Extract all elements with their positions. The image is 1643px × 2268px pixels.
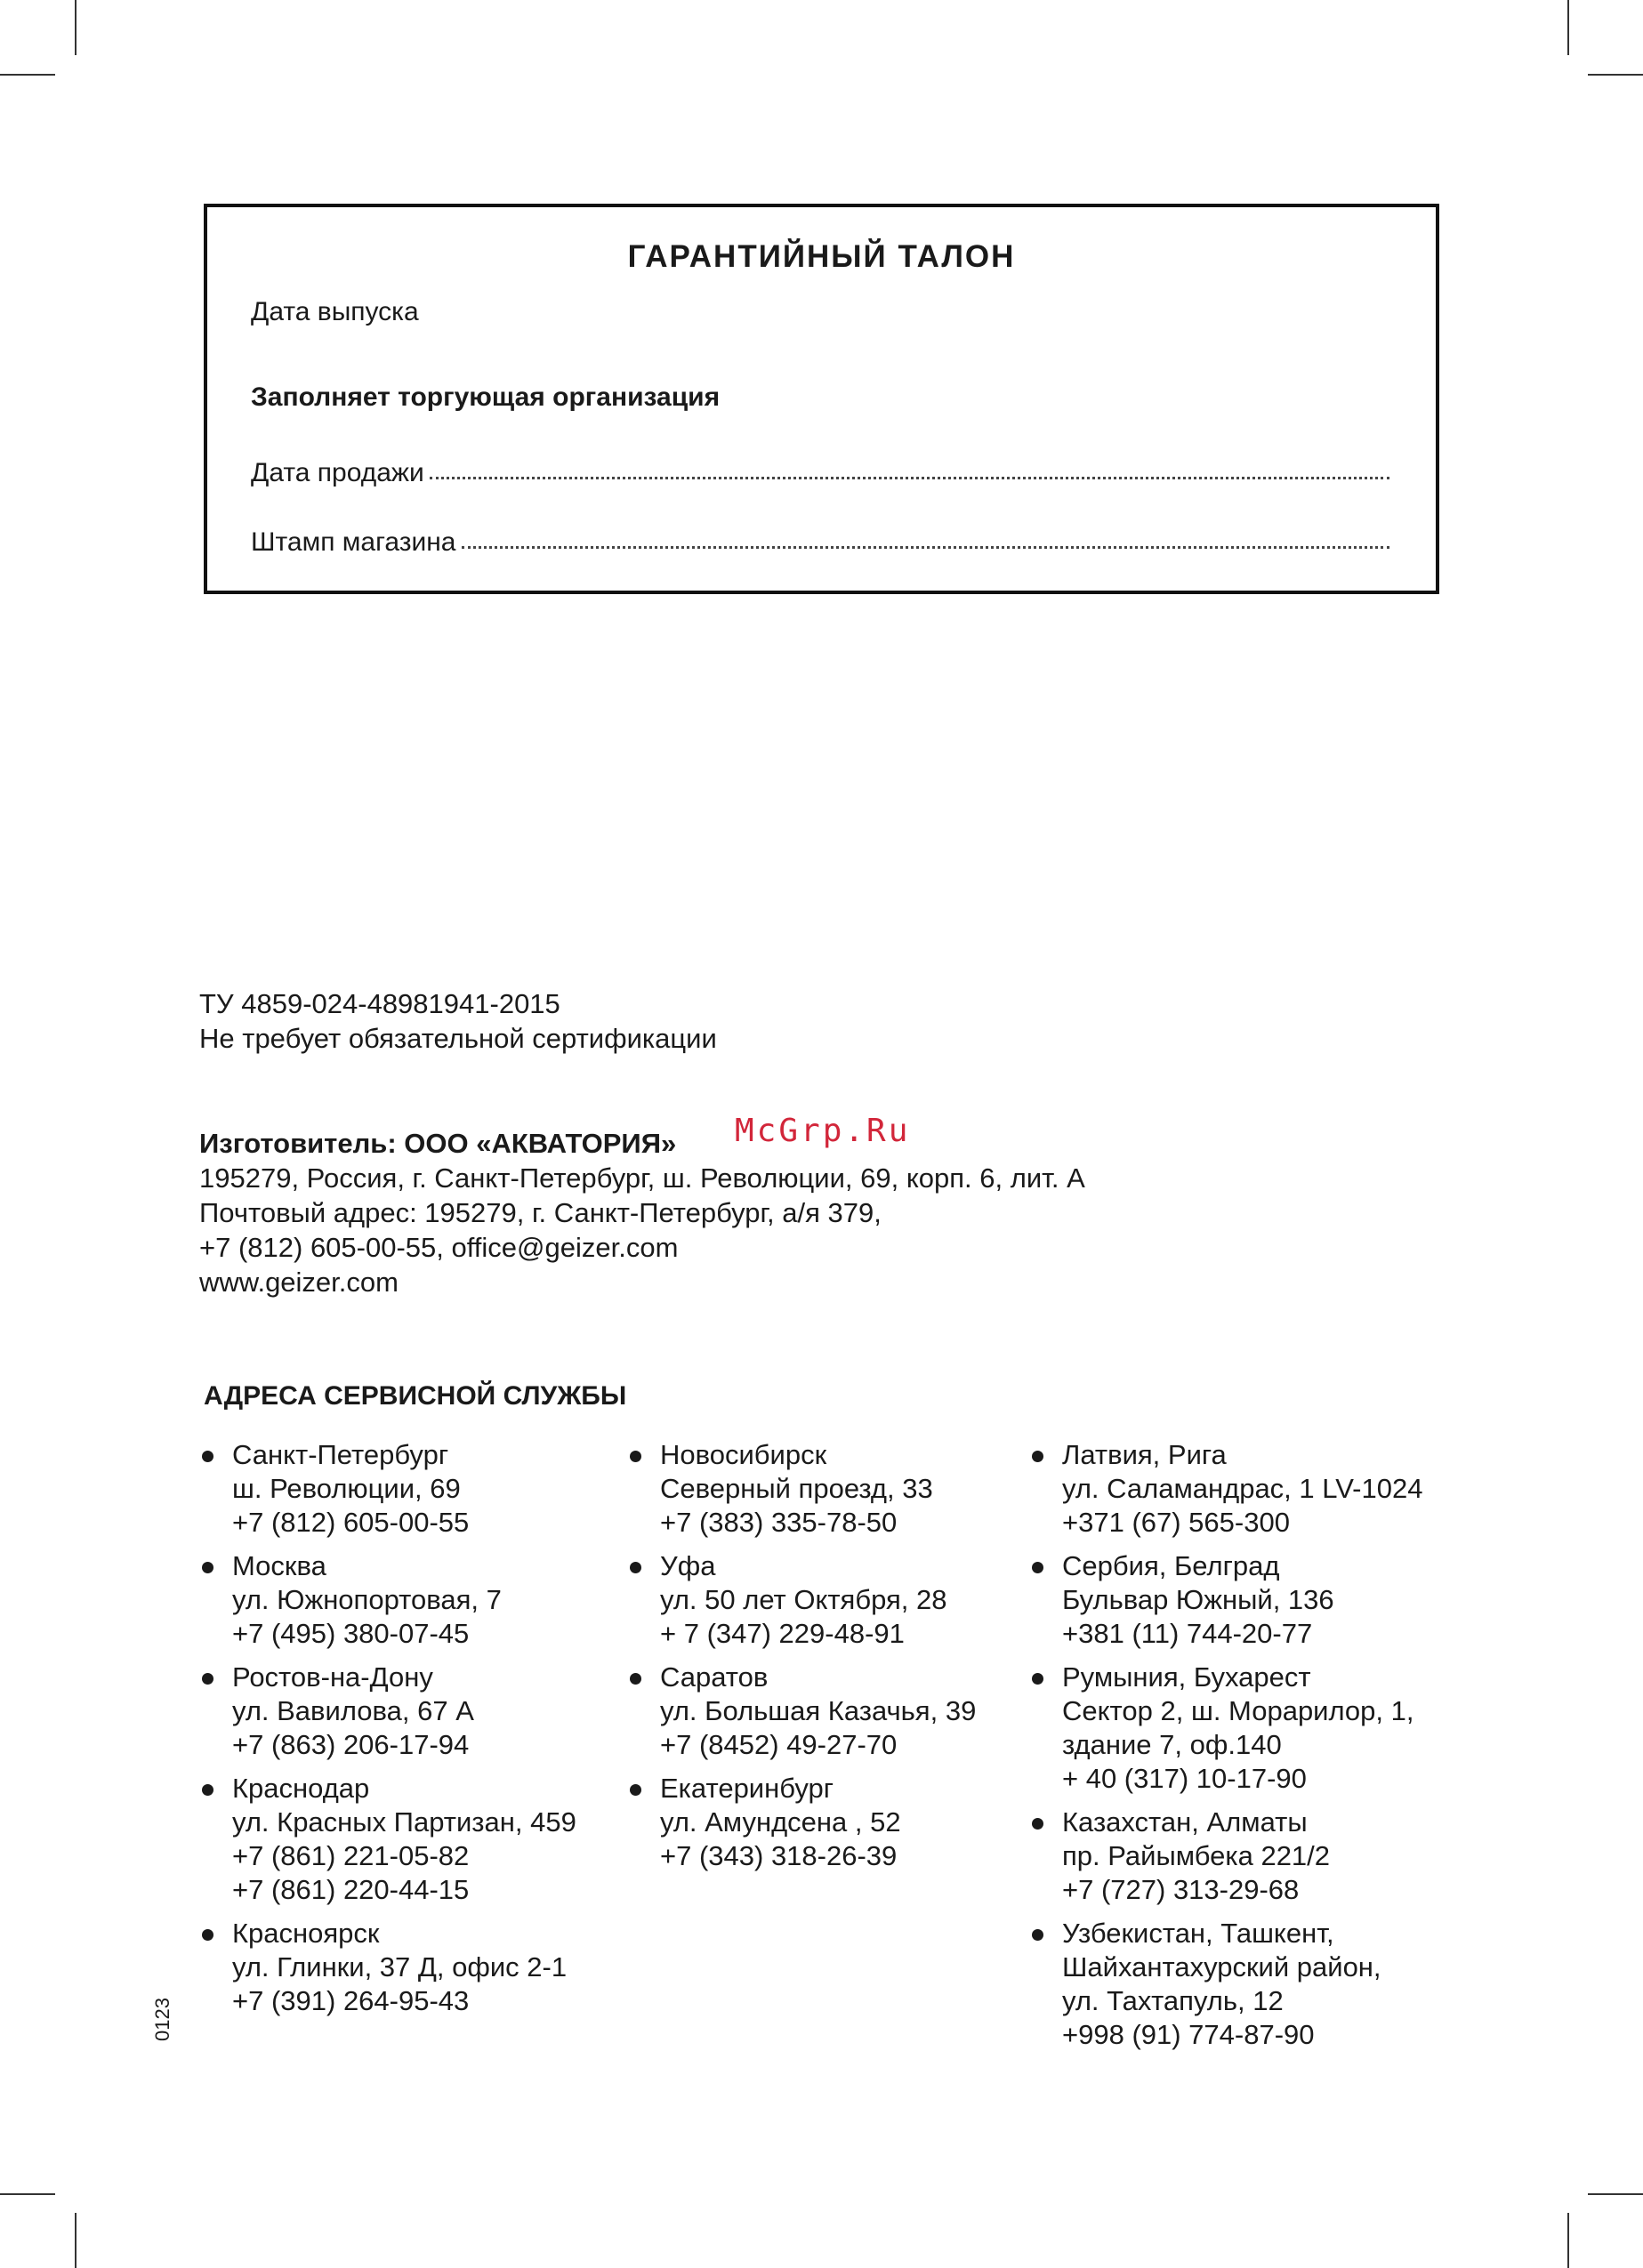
service-line: Латвия, Рига: [1062, 1439, 1227, 1470]
service-entry: [630, 1772, 976, 1873]
service-line: Шайхантахурский район,: [1062, 1951, 1381, 1982]
service-line: ул. Большая Казачья, 39: [660, 1695, 977, 1726]
sale-date-field[interactable]: [251, 458, 1389, 488]
service-line: Сербия, Белград: [1062, 1550, 1280, 1581]
service-column-3: [1032, 1438, 1422, 2062]
service-line: ул. Красных Партизан, 459: [232, 1806, 576, 1838]
service-line: + 40 (317) 10-17-90: [1062, 1763, 1307, 1794]
stamp-field[interactable]: [251, 527, 1389, 558]
service-line: +7 (861) 221-05-82: [232, 1840, 470, 1871]
service-entry: [202, 1917, 576, 2018]
manufacturer-title: Изготовитель: ООО «АКВАТОРИЯ»: [199, 1128, 677, 1159]
service-line: ул. Вавилова, 67 А: [232, 1695, 474, 1726]
service-line: ул. Тахтапуль, 12: [1062, 1985, 1284, 2016]
service-line: +998 (91) 774-87-90: [1062, 2019, 1315, 2050]
service-line: Москва: [232, 1550, 326, 1581]
crop-mark: [1567, 0, 1569, 55]
service-line: Екатеринбург: [660, 1773, 834, 1804]
service-line: пр. Райымбека 221/2: [1062, 1840, 1331, 1871]
crop-mark: [75, 2213, 77, 2268]
warranty-title: ГАРАНТИЙНЫЙ ТАЛОН: [627, 239, 1016, 274]
bullet-icon: [630, 1562, 641, 1573]
stamp-dotted-line: [462, 545, 1390, 549]
document-code: 0123: [151, 1998, 173, 2041]
service-line: Узбекистан, Ташкент,: [1062, 1918, 1334, 1949]
service-column-2: [630, 1438, 976, 1883]
stamp-label: Штамп магазина: [251, 527, 456, 557]
service-entry: [202, 1772, 576, 1907]
bullet-icon: [1032, 1562, 1043, 1573]
service-line: Сектор 2, ш. Морарилор, 1,: [1062, 1695, 1414, 1726]
service-line: +7 (391) 264-95-43: [232, 1985, 470, 2016]
tu-number: ТУ 4859-024-48981941-2015: [199, 988, 560, 1019]
service-line: +7 (495) 380-07-45: [232, 1618, 470, 1649]
service-entry: [630, 1438, 976, 1540]
service-line: ул. Амундсена , 52: [660, 1806, 901, 1838]
service-entry: [1032, 1438, 1422, 1540]
service-line: Новосибирск: [660, 1439, 827, 1470]
service-line: Бульвар Южный, 136: [1062, 1584, 1334, 1615]
crop-mark: [1588, 74, 1643, 76]
crop-mark: [75, 0, 77, 55]
service-line: +7 (383) 335-78-50: [660, 1507, 898, 1538]
service-line: Саратов: [660, 1661, 769, 1693]
service-line: Северный проезд, 33: [660, 1473, 933, 1504]
certification-note: Не требует обязательной сертификации: [199, 1023, 717, 1054]
service-line: +7 (861) 220-44-15: [232, 1874, 470, 1905]
service-entry: [630, 1549, 976, 1651]
service-line: +381 (11) 744-20-77: [1062, 1618, 1313, 1649]
sale-date-label: Дата продажи: [251, 458, 424, 487]
crop-mark: [1588, 2193, 1643, 2195]
service-entry: [1032, 1661, 1422, 1796]
manufacturer-address: 195279, Россия, г. Санкт-Петербург, ш. Революции, 69, корп. 6, лит. А: [199, 1162, 1085, 1194]
service-line: ул. Глинки, 37 Д, офис 2-1: [232, 1951, 568, 1982]
bullet-icon: [202, 1451, 213, 1462]
bullet-icon: [1032, 1451, 1043, 1462]
service-line: +7 (343) 318-26-39: [660, 1840, 898, 1871]
bullet-icon: [1032, 1818, 1043, 1830]
service-line: +371 (67) 565-300: [1062, 1507, 1290, 1538]
manufacturer-contacts: +7 (812) 605-00-55, office@geizer.com: [199, 1232, 679, 1263]
tu-block: [199, 986, 717, 1056]
service-line: Краснодар: [232, 1773, 370, 1804]
service-line: Уфа: [660, 1550, 716, 1581]
service-entry: [1032, 1806, 1422, 1907]
service-entry: [1032, 1917, 1422, 2052]
service-column-1: [202, 1438, 576, 2028]
bullet-icon: [1032, 1673, 1043, 1685]
service-entry: [202, 1549, 576, 1651]
service-entry: [630, 1661, 976, 1762]
service-line: ул. Южнопортовая, 7: [232, 1584, 502, 1615]
service-line: +7 (727) 313-29-68: [1062, 1874, 1300, 1905]
service-line: ш. Революции, 69: [232, 1473, 461, 1504]
service-entry: [202, 1661, 576, 1762]
service-title: АДРЕСА СЕРВИСНОЙ СЛУЖБЫ: [204, 1381, 627, 1411]
issue-date-label: Дата выпуска: [251, 297, 419, 326]
sale-date-dotted-line: [430, 476, 1389, 479]
bullet-icon: [630, 1673, 641, 1685]
service-line: Ростов-на-Дону: [232, 1661, 433, 1693]
bullet-icon: [1032, 1929, 1043, 1941]
bullet-icon: [202, 1673, 213, 1685]
service-line: +7 (863) 206-17-94: [232, 1729, 470, 1760]
manufacturer-postal: Почтовый адрес: 195279, г. Санкт-Петербург, а/я 379,: [199, 1197, 882, 1228]
service-line: здание 7, оф.140: [1062, 1729, 1282, 1760]
trade-org-label: Заполняет торгующая организация: [251, 382, 721, 412]
bullet-icon: [202, 1784, 213, 1796]
crop-mark: [1567, 2213, 1569, 2268]
bullet-icon: [202, 1929, 213, 1941]
service-line: Санкт-Петербург: [232, 1439, 449, 1470]
manufacturer-block: [199, 1126, 1085, 1299]
service-line: ул. Саламандрас, 1 LV-1024: [1062, 1473, 1423, 1504]
service-line: Казахстан, Алматы: [1062, 1806, 1308, 1838]
bullet-icon: [630, 1784, 641, 1796]
watermark: McGrp.Ru: [735, 1113, 911, 1149]
crop-mark: [0, 74, 55, 76]
warranty-card: [204, 204, 1439, 594]
crop-mark: [0, 2193, 55, 2195]
service-entry: [202, 1438, 576, 1540]
service-line: +7 (812) 605-00-55: [232, 1507, 470, 1538]
service-line: + 7 (347) 229-48-91: [660, 1618, 905, 1649]
service-line: Красноярск: [232, 1918, 380, 1949]
bullet-icon: [630, 1451, 641, 1462]
service-line: Румыния, Бухарест: [1062, 1661, 1311, 1693]
service-entry: [1032, 1549, 1422, 1651]
service-line: ул. 50 лет Октября, 28: [660, 1584, 947, 1615]
service-line: +7 (8452) 49-27-70: [660, 1729, 898, 1760]
bullet-icon: [202, 1562, 213, 1573]
manufacturer-website: www.geizer.com: [199, 1267, 399, 1298]
